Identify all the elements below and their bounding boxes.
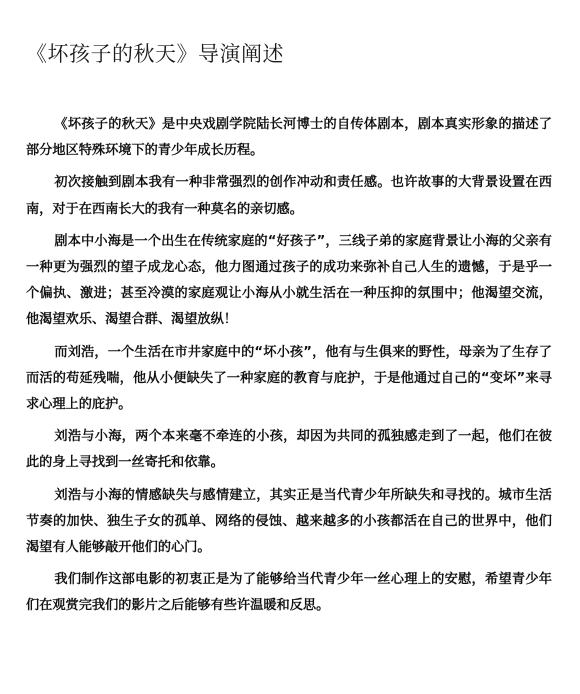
paragraph-6: 刘浩与小海的情感缺失与感情建立，其实正是当代青少年所缺失和寻找的。城市生活节奏的加快、独生子女的孤单、网络的侵蚀、越来越多的小孩都活在自己的世界中，他们渴望有人能够敲开他们的心门。 — [26, 487, 552, 556]
paragraph-1: 《坏孩子的秋天》是中央戏剧学院陆长河博士的自传体剧本，剧本真实形象的描述了部分地区特殊环境下的青少年成长历程。 — [26, 117, 552, 159]
paragraph-3: 剧本中小海是一个出生在传统家庭的“好孩子”，三线子弟的家庭背景让小海的父亲有一种更为强烈的望子成龙心态，他力图通过孩子的成功来弥补自己人生的遗憾，于是乎一个偏执、激进；甚至冷漠的家庭观让小海从小就生活在一种压抑的氛围中；他渴望交流，他渴望欢乐、渴望合群、渴望放纵！ — [26, 233, 552, 328]
document-title: 《坏孩子的秋天》导演阐述 — [26, 42, 284, 66]
paragraph-5: 刘浩与小海，两个本来毫不牵连的小孩，却因为共同的孤独感走到了一起，他们在彼此的身上寻找到一丝寄托和依靠。 — [26, 429, 552, 471]
paragraph-2: 初次接触到剧本我有一种非常强烈的创作冲动和责任感。也许故事的大背景设置在西南，对于在西南长大的我有一种莫名的亲切感。 — [26, 175, 552, 217]
paragraph-4: 而刘浩，一个生活在市井家庭中的“坏小孩”，他有与生俱来的野性，母亲为了生存了而活的苟延残喘，他从小便缺失了一种家庭的教育与庇护，于是他通过自己的“变坏”来寻求心理上的庇护。 — [26, 344, 552, 413]
paragraph-7: 我们制作这部电影的初衷正是为了能够给当代青少年一丝心理上的安慰，希望青少年们在观赏完我们的影片之后能够有些许温暖和反思。 — [26, 572, 552, 614]
document-body — [26, 112, 552, 626]
